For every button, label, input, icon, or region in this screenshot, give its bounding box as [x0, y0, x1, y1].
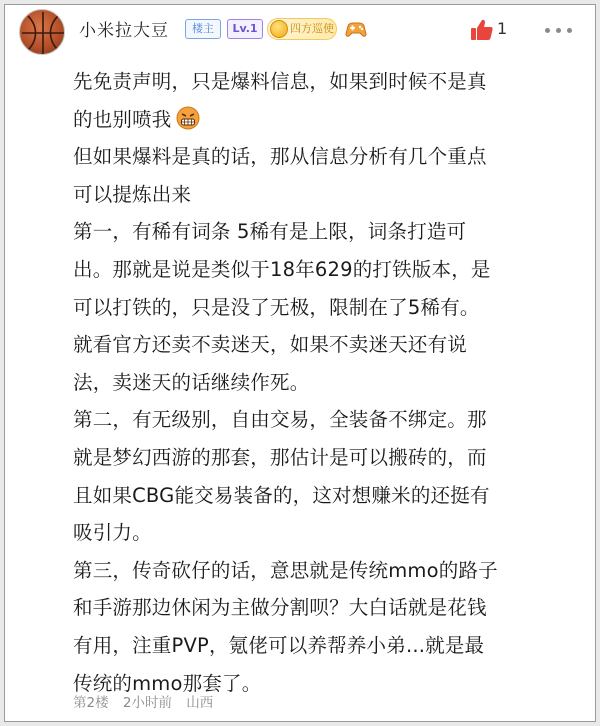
- comment-line: 先免责声明，只是爆料信息，如果到时候不是真: [73, 70, 487, 93]
- comment-line: 就是梦幻西游的那套，那估计是可以搬砖的，而: [73, 445, 487, 469]
- post-time: 2小时前: [122, 695, 172, 711]
- comment-body: [73, 63, 573, 702]
- comment-line: 且如果CBG能交易装备的，这对想赚米的还挺有: [73, 483, 490, 507]
- gamepad-icon: [345, 18, 367, 40]
- username[interactable]: 小米拉大豆: [79, 21, 169, 41]
- comment-line: [73, 101, 573, 139]
- comment-card: [4, 4, 596, 722]
- comment-line: 出。那就是说是类似于18年629的打铁版本，是: [73, 257, 491, 281]
- medal-icon: [270, 20, 288, 38]
- comment-line: 第三，传奇砍仔的话，意思就是传统mmo的路子: [73, 558, 498, 582]
- basketball-icon: [20, 10, 65, 55]
- avatar[interactable]: [19, 9, 65, 55]
- comment-line: 有用，注重PVP，氪佬可以养帮养小弟...就是最: [73, 633, 485, 657]
- title-badge-label: 四方巡使: [290, 22, 334, 35]
- level-badge: Lv.1: [227, 19, 263, 39]
- post-location: 山西: [186, 695, 214, 711]
- comment-header: [5, 5, 595, 63]
- comment-line: 传统的mmo那套了。: [73, 671, 262, 695]
- comment-line: 可以打铁的，只是没了无极，限制在了5稀有。: [73, 295, 480, 319]
- comment-line-text: 的也别喷我: [73, 107, 172, 131]
- comment-line: 但如果爆料是真的话，那从信息分析有几个重点: [73, 145, 487, 169]
- floor-number: 第2楼: [73, 695, 109, 711]
- comment-line: 第二，有无级别，自由交易，全装备不绑定。那: [73, 408, 487, 432]
- comment-line: 法，卖迷天的话继续作死。: [73, 370, 310, 394]
- more-dots-icon[interactable]: [541, 19, 581, 41]
- comment-line: 就看官方还卖不卖迷天，如果不卖迷天还有说: [73, 333, 468, 357]
- comment-line: 可以提炼出来: [73, 182, 192, 206]
- grimace-emoji-icon: [176, 106, 200, 130]
- title-badge[interactable]: [267, 18, 337, 40]
- host-badge: 楼主: [185, 19, 221, 39]
- comment-line: 第一，有稀有词条 5稀有是上限，词条打造可: [73, 220, 467, 244]
- like-count: 1: [497, 19, 508, 38]
- comment-line: 和手游那边休闲为主做分割呗？大白话就是花钱: [73, 596, 487, 620]
- comment-line: 吸引力。: [73, 521, 152, 545]
- comment-footer: [73, 691, 223, 711]
- thumbs-up-icon[interactable]: [469, 17, 495, 43]
